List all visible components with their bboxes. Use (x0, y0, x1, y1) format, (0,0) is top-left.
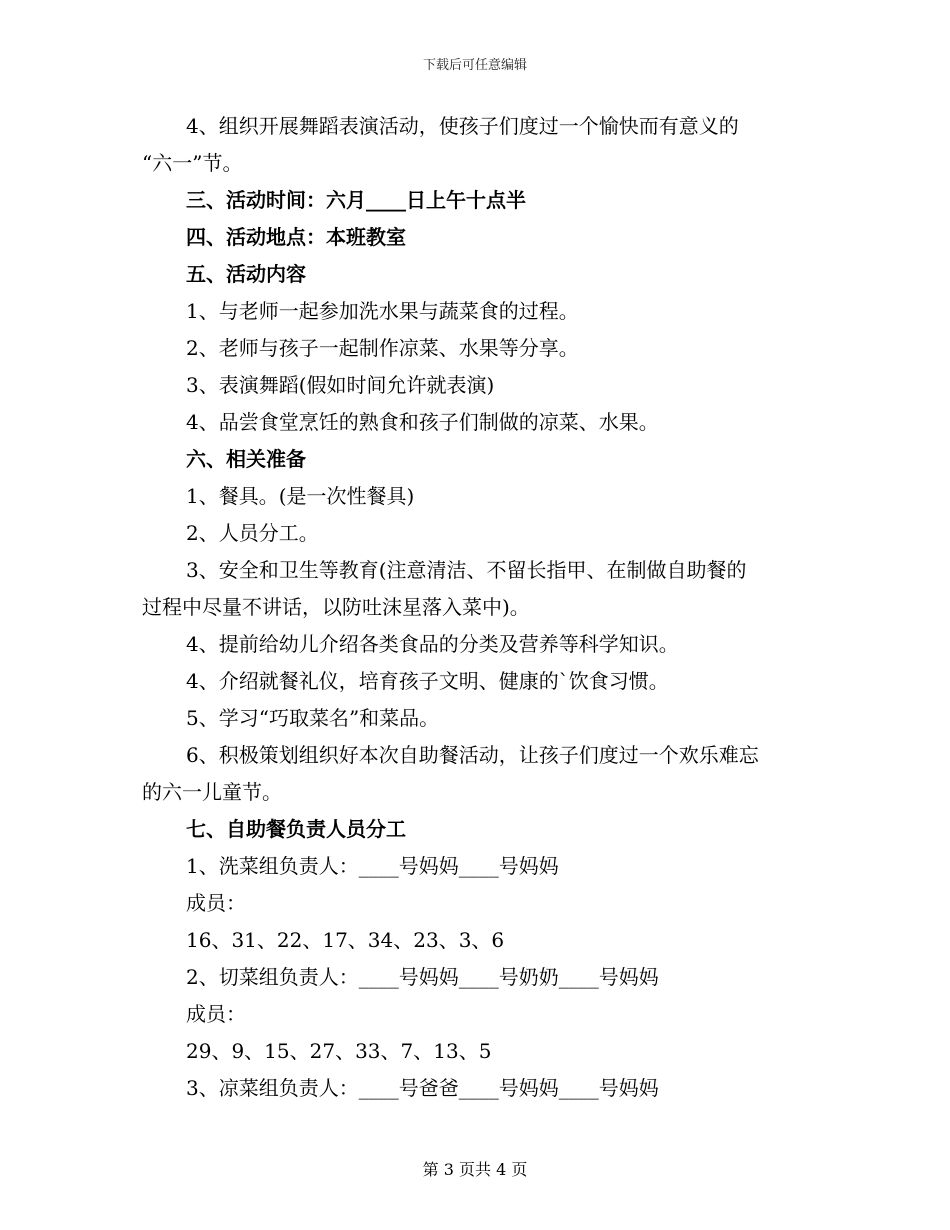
text-line: 29、9、15、27、33、7、13、5 (186, 1039, 492, 1063)
text-line: 2、切菜组负责人：____号妈妈____号奶奶____号妈妈 (186, 965, 659, 989)
text-line: 1、与老师一起参加洗水果与蔬菜食的过程。 (186, 299, 579, 323)
text-line: 2、人员分工。 (186, 521, 319, 545)
text-line: 4、组织开展舞蹈表演活动，使孩子们度过一个愉快而有意义的 (186, 114, 739, 138)
text-line: 4、品尝食堂烹饪的熟食和孩子们制做的凉菜、水果。 (186, 410, 659, 434)
text-line: “六一”节。 (142, 151, 243, 175)
text-line: 1、餐具。(是一次性餐具) (186, 484, 415, 508)
text-line: 4、提前给幼儿介绍各类食品的分类及营养等科学知识。 (186, 632, 679, 656)
text-line: 的六一儿童节。 (142, 780, 282, 804)
section-heading: 六、相关准备 (186, 447, 306, 471)
section-heading: 四、活动地点：本班教室 (186, 225, 406, 249)
text-line: 3、凉菜组负责人：____号爸爸____号妈妈____号妈妈 (186, 1076, 659, 1100)
text-line: 3、安全和卫生等教育(注意清洁、不留长指甲、在制做自助餐的 (186, 558, 747, 582)
text-line: 1、洗菜组负责人：____号妈妈____号妈妈 (186, 854, 559, 878)
section-heading: 三、活动时间：六月____日上午十点半 (186, 188, 526, 212)
text-line: 过程中尽量不讲话，以防吐沫星落入菜中)。 (142, 595, 530, 619)
text-line: 16、31、22、17、34、23、3、6 (186, 928, 505, 952)
text-line: 4、介绍就餐礼仪，培育孩子文明、健康的`饮食习惯。 (186, 669, 669, 693)
section-heading: 五、活动内容 (186, 262, 306, 286)
document-body (142, 108, 812, 1107)
page-header: 下载后可任意编辑 (422, 58, 527, 73)
section-heading: 七、自助餐负责人员分工 (186, 817, 406, 841)
page-footer: 第 3 页共 4 页 (422, 1160, 528, 1179)
text-line: 6、积极策划组织好本次自助餐活动，让孩子们度过一个欢乐难忘 (186, 743, 759, 767)
text-line: 5、学习“巧取菜名”和菜品。 (186, 706, 440, 730)
text-line: 成员： (186, 891, 246, 915)
text-line: 2、老师与孩子一起制作凉菜、水果等分享。 (186, 336, 579, 360)
text-line: 3、表演舞蹈(假如时间允许就表演) (186, 373, 495, 397)
text-line: 成员： (186, 1002, 246, 1026)
